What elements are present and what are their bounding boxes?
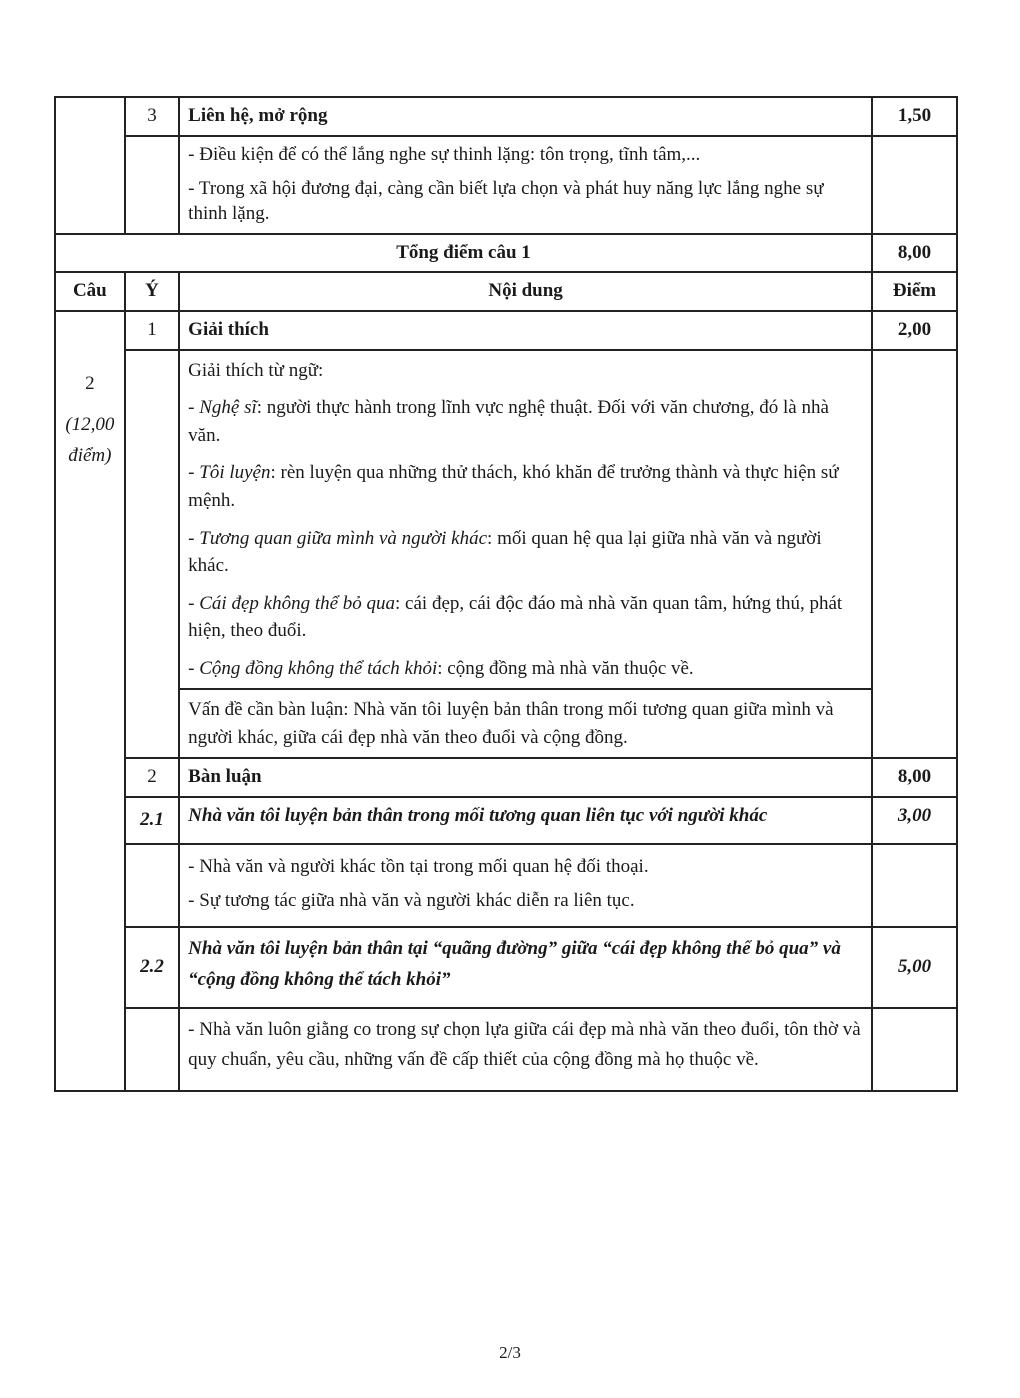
idea-cell xyxy=(125,844,179,927)
table-row xyxy=(55,689,957,758)
question-cell xyxy=(55,97,125,234)
content-cell xyxy=(179,350,872,689)
section-title: Giải thích xyxy=(179,311,872,350)
definition: : người thực hành trong lĩnh vực nghệ thuật. Đối với văn chương, đó là nhà văn. xyxy=(188,397,829,446)
table-row xyxy=(55,136,957,234)
section-points: 2,00 xyxy=(872,311,957,350)
definition: : rèn luyện qua những thử thách, khó khăn để trưởng thành và thực hiện sứ mệnh. xyxy=(188,462,839,511)
content-item: - Cộng đồng không thể tách khỏi: cộng đồng mà nhà văn thuộc về. xyxy=(188,657,694,679)
header-idea: Ý xyxy=(125,272,179,311)
question-2-cell xyxy=(55,311,125,1091)
table-row xyxy=(55,797,957,844)
table-row xyxy=(55,927,957,1008)
content-item: - Trong xã hội đương đại, càng cần biết lựa chọn và phát huy năng lực lắng nghe sự thinh lặng. xyxy=(188,178,824,225)
section-points: 1,50 xyxy=(872,97,957,136)
term: Cộng đồng không thể tách khỏi xyxy=(199,657,438,679)
table-row xyxy=(55,844,957,927)
idea-number: 3 xyxy=(125,97,179,136)
definition: : mối quan hệ qua lại giữa nhà văn và người khác. xyxy=(188,527,822,577)
issue-cell: Vấn đề cần bàn luận: Nhà văn tôi luyện bản thân trong mối tương quan giữa mình và người khác, giữa cái đẹp nhà văn theo đuổi và cộng đồng. xyxy=(179,689,872,758)
content-cell xyxy=(179,844,872,927)
definition: : cộng đồng mà nhà văn thuộc về. xyxy=(437,657,694,679)
points-cell xyxy=(872,844,957,927)
content-cell: - Nhà văn luôn giằng co trong sự chọn lựa giữa cái đẹp mà nhà văn theo đuổi, tôn thờ và quy chuẩn, yêu cầu, những vấn đề cấp thiết của cộng đồng mà họ thuộc về. xyxy=(179,1008,872,1091)
page-number: 2/3 xyxy=(499,1343,521,1362)
definition: : cái đẹp, cái độc đáo mà nhà văn quan tâm, hứng thú, phát hiện, theo đuổi. xyxy=(188,592,843,642)
total-row xyxy=(55,234,957,273)
question-points-line2: điểm) xyxy=(68,444,112,466)
content-item: - Tương quan giữa mình và người khác: mối quan hệ qua lại giữa nhà văn và người khác. xyxy=(188,527,822,577)
section-title: Liên hệ, mở rộng xyxy=(179,97,872,136)
question-points-line1: (12,00 xyxy=(65,413,115,435)
table-row xyxy=(55,350,957,689)
term: Tôi luyện xyxy=(199,462,271,484)
section-title: Nhà văn tôi luyện bản thân trong mối tương quan liên tục với người khác xyxy=(179,797,872,844)
content-item: Giải thích từ ngữ: xyxy=(188,359,324,381)
header-row xyxy=(55,272,957,311)
section-title: Nhà văn tôi luyện bản thân tại “quãng đường” giữa “cái đẹp không thể bỏ qua” và “cộng đồng không thể tách khỏi” xyxy=(179,927,872,1008)
content-item: - Điều kiện để có thể lắng nghe sự thinh lặng: tôn trọng, tĩnh tâm,... xyxy=(188,143,701,165)
content-item: - Nghệ sĩ: người thực hành trong lĩnh vực nghệ thuật. Đối với văn chương, đó là nhà văn. xyxy=(188,397,829,446)
section-points: 5,00 xyxy=(872,927,957,1008)
idea-number: 2 xyxy=(125,758,179,797)
header-points: Điểm xyxy=(872,272,957,311)
points-cell xyxy=(872,350,957,759)
section-points: 8,00 xyxy=(872,758,957,797)
table-row xyxy=(55,758,957,797)
term: Nghệ sĩ xyxy=(199,397,257,419)
total-points: 8,00 xyxy=(872,234,957,273)
points-cell xyxy=(872,1008,957,1091)
table-row xyxy=(55,1008,957,1091)
content-item: - Tôi luyện: rèn luyện qua những thử thách, khó khăn để trưởng thành và thực hiện sứ mệnh. xyxy=(188,462,839,511)
idea-number: 1 xyxy=(125,311,179,350)
points-cell xyxy=(872,136,957,234)
header-question: Câu xyxy=(55,272,125,311)
total-label: Tổng điểm câu 1 xyxy=(55,234,872,273)
term: Cái đẹp không thể bỏ qua xyxy=(199,592,396,614)
content-cell xyxy=(179,136,872,234)
idea-cell xyxy=(125,350,179,759)
content-item: - Nhà văn và người khác tồn tại trong mối quan hệ đối thoại. xyxy=(188,855,649,877)
section-title: Bàn luận xyxy=(179,758,872,797)
marking-rubric-table xyxy=(54,96,958,1092)
table-row xyxy=(55,97,957,136)
idea-number: 2.1 xyxy=(125,797,179,844)
idea-number: 2.2 xyxy=(125,927,179,1008)
idea-cell xyxy=(125,136,179,234)
content-item: - Cái đẹp không thể bỏ qua: cái đẹp, cái độc đáo mà nhà văn quan tâm, hứng thú, phát hiện, theo đuổi. xyxy=(188,592,843,642)
table-row xyxy=(55,311,957,350)
question-number: 2 xyxy=(85,373,95,395)
content-item: - Sự tương tác giữa nhà văn và người khác diễn ra liên tục. xyxy=(188,890,635,912)
section-points: 3,00 xyxy=(872,797,957,844)
term: Tương quan giữa mình và người khác xyxy=(199,527,488,549)
idea-cell xyxy=(125,1008,179,1091)
header-content: Nội dung xyxy=(179,272,872,311)
